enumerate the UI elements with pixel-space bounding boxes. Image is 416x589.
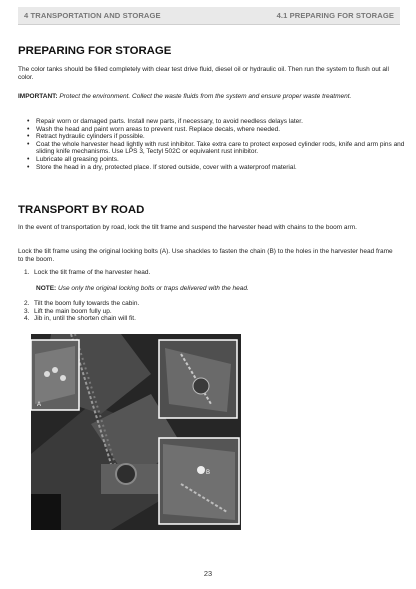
inset-chain-shackle [159,438,239,524]
note-label: NOTE: [36,285,57,292]
list-item [24,315,404,323]
transport-para-2: Lock the tilt frame using the original locking bolts (A). Use shackles to fasten the chain (B) to the holes in the harvester head frame to the boom. [18,248,393,264]
list-item: • Wash the head and paint worn areas to prevent rust. Replace decals, where needed. [36,126,406,134]
list-item [24,300,404,308]
label-a: A [37,402,42,408]
list-item [24,307,404,316]
transport-steps [18,300,404,323]
step-text: Lift the main boom fully up. [34,307,112,315]
important-label: IMPORTANT: [18,93,58,100]
inset-boom-chain [159,340,237,418]
important-note [18,93,398,101]
list-item [24,269,404,277]
list-item: • Lubricate all greasing points. [36,156,406,164]
note-text: Use only the original locking bolts or traps delivered with the head. [58,285,249,292]
storage-heading: PREPARING FOR STORAGE [18,45,172,57]
list-item: • Coat the whole harvester head lightly with rust inhibitor. Take extra care to protect exposed cylinder rods, knife and arm pins and sliding knife mechanisms. Use LPS 3, Tectyl 502C or equivalent rust inhibitor. [36,141,406,156]
label-b: B [206,470,211,476]
step-number: 2. [24,300,30,307]
step-text: Tilt the boom fully towards the cabin. [34,300,140,307]
list-item: • Repair worn or damaged parts. Install new parts, if necessary, to avoid needless delays later. [36,118,406,126]
header-chapter: 4 TRANSPORTATION AND STORAGE [24,11,161,20]
header-section: 4.1 PREPARING FOR STORAGE [276,11,394,20]
transport-step-1 [18,269,404,277]
transport-note [36,285,396,293]
step-text: Jib in, until the shorten chain will fit. [34,315,136,323]
list-item: • Store the head in a dry, protected place. If stored outside, cover with a waterproof material. [36,164,406,172]
list-item: • Retract hydraulic cylinders if possible. [36,133,406,141]
step-number: 1. [24,269,30,276]
important-text: Protect the environment. Collect the waste fluids from the system and ensure proper waste treatment. [59,93,352,100]
transport-para-1: In the event of transportation by road, lock the tilt frame and suspend the harvester head with chains to the boom arm. [18,224,357,231]
running-header [18,7,400,25]
step-number: 4. [24,315,30,323]
step-number: 3. [24,307,30,315]
storage-checklist [18,118,406,171]
inset-tilt-frame-bolts [31,340,79,410]
page-number: 23 [203,569,213,578]
storage-intro: The color tanks should be filled completely with clear test drive fluid, diesel oil or hydraulic oil. Then run the system to flush out all color. [18,66,389,82]
photo-illustration [31,334,241,530]
transport-heading: TRANSPORT BY ROAD [18,204,145,216]
step-text: Lock the tilt frame of the harvester head. [34,269,151,276]
harvester-transport-photo [31,334,241,530]
